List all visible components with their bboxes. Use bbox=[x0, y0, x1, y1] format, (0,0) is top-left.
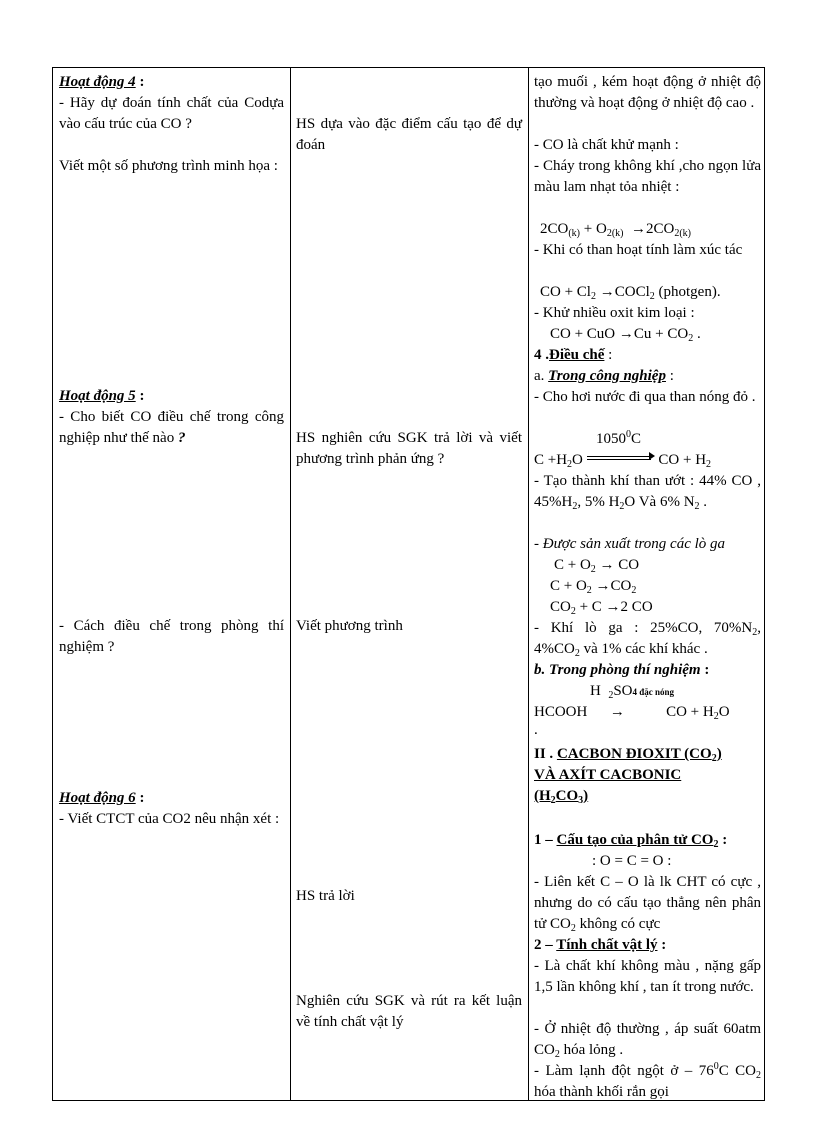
activity-6-question-1: - Viết CTCT của CO2 nêu nhận xét : bbox=[59, 811, 280, 827]
equation-cuo: CO + CuO $\to Cu + CO_2$ . bbox=[550, 326, 701, 344]
student-answer-1: HS dựa vào đặc điểm cấu tạo để dự đoán bbox=[296, 116, 522, 153]
section-4a-heading: a. Trong công nghiệp : bbox=[534, 368, 674, 384]
equation-furnace-3: $CO_2 + C \to 2$ CO bbox=[550, 599, 653, 617]
co2-structure: : O = C = O : bbox=[592, 853, 672, 869]
equation-water-gas: $C +H_2O$ CO + $H_2$ bbox=[534, 452, 712, 470]
teacher-activity-column bbox=[59, 68, 284, 1100]
section-2-1-heading: 1 – Cấu tạo của phân tử $CO_2$ : bbox=[534, 832, 728, 850]
column-divider-1 bbox=[290, 68, 291, 1100]
column-divider-2 bbox=[528, 68, 529, 1100]
content-paragraph-1: tạo muối , kém hoạt động ở nhiệt độ thường và hoạt động ở nhiệt độ cao . bbox=[534, 74, 761, 111]
content-reduce-oxides: - Khử nhiều oxit kim loại : bbox=[534, 305, 695, 321]
section-2-heading-line-3: $(H_2CO_3)$ bbox=[534, 788, 589, 806]
student-activity-column bbox=[296, 68, 522, 1100]
activity-4-question-2: Viết một số phương trình minh họa : bbox=[59, 158, 278, 174]
equation-combustion: $2CO_{(k)} + O_{2(k)} \to 2CO_{2(k)}$ bbox=[540, 221, 691, 239]
content-combustion: - Cháy trong không khí ,cho ngọn lửa màu lam nhạt tỏa nhiệt : bbox=[534, 158, 761, 195]
content-reducer-note: - CO là chất khử mạnh : bbox=[534, 137, 679, 153]
activity-5-question-2: - Cách điều chế trong phòng thí nghiệm ? bbox=[59, 618, 284, 655]
lab-catalyst: H $_2$SO4 đặc nóng bbox=[590, 683, 675, 701]
activity-4-heading: Hoạt động 4 : bbox=[59, 74, 145, 90]
section-2-2-heading: 2 – Tính chất vật lý : bbox=[534, 937, 667, 953]
content-steam: - Cho hơi nước đi qua than nóng đỏ . bbox=[534, 389, 756, 405]
student-answer-4: HS trả lời bbox=[296, 888, 355, 904]
content-furnace-gas: - Khí lò ga : 25%CO, $70\%N_2$, $4\%CO_2$ và 1% các khí khác . bbox=[534, 620, 761, 659]
activity-4-question-1: - Hãy dự đoán tính chất của Codựa vào cấu trúc của CO ? bbox=[59, 95, 284, 132]
equation-phosgene: CO + $Cl_2$ →COCl$_2$ (photgen). bbox=[540, 284, 721, 302]
section-2-heading-line-2: VÀ AXÍT CACBONIC bbox=[534, 767, 682, 783]
content-co2-bond: - Liên kết C – O là lk CHT có cực , nhưng do có cấu tạo thẳng nên phân tử $CO_2$ không có cực bbox=[534, 874, 761, 934]
section-4-heading: 4 .Điều chế : bbox=[534, 347, 613, 363]
student-answer-2: HS nghiên cứu SGK trả lời và viết phương trình phản ứng ? bbox=[296, 430, 522, 467]
content-catalyst: - Khi có than hoạt tính làm xúc tác bbox=[534, 242, 743, 258]
equation-furnace-2: $C + O_2 \to CO_2$ bbox=[550, 578, 637, 596]
activity-6-heading: Hoạt động 6 : bbox=[59, 790, 145, 806]
content-gas-furnace: - Được sản xuất trong các lò ga bbox=[534, 536, 726, 552]
content-water-gas: - Tạo thành khí than ướt : 44% CO , $45\%H_2$, 5% $H_2O$ Và 6% $N_2$ . bbox=[534, 473, 761, 512]
lesson-table bbox=[52, 67, 765, 1101]
reaction-arrow-icon bbox=[587, 452, 655, 462]
student-answer-3: Viết phương trình bbox=[296, 618, 403, 634]
section-4b-heading: b. Trong phòng thí nghiệm : bbox=[534, 662, 710, 678]
content-dot: . bbox=[534, 722, 538, 738]
activity-5-heading: Hoạt động 5 : bbox=[59, 388, 145, 404]
section-2-heading-line-1: II . CACBON ĐIOXIT $(CO_2)$ bbox=[534, 746, 722, 764]
content-physical-3: - Làm lạnh đột ngột ở – $76^0C$ $CO_2$ hóa thành khối rắn gọi bbox=[534, 1061, 762, 1100]
activity-5-question-1: - Cho biết CO điều chế trong công nghiệp như thế nào ? bbox=[59, 409, 284, 446]
content-column bbox=[534, 68, 761, 1100]
student-answer-5: Nghiên cứu SGK và rút ra kết luận về tính chất vật lý bbox=[296, 993, 522, 1030]
equation-formic-acid: HCOOH → CO + $H_2O$ bbox=[534, 704, 730, 722]
content-physical-2: - Ở nhiệt độ thường , áp suất 60atm $CO_2$ hóa lỏng . bbox=[534, 1021, 761, 1060]
content-physical-1: - Là chất khí không màu , nặng gấp 1,5 lần không khí , tan ít trong nước. bbox=[534, 958, 761, 995]
equation-furnace-1: $C + O_2$ → CO bbox=[554, 557, 640, 575]
reaction-temperature: 1050$^0$C bbox=[596, 429, 642, 447]
